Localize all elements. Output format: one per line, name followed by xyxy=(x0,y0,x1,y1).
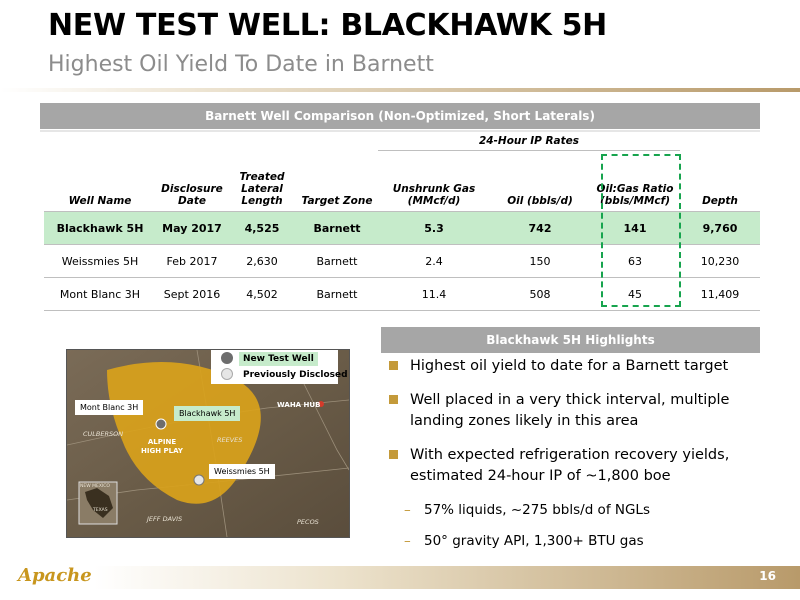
play-label: ALPINE HIGH PLAY xyxy=(141,438,183,455)
legend-previously-disclosed: Previously Disclosed xyxy=(243,370,348,380)
ip-rates-group-header: 24-Hour IP Rates xyxy=(378,132,680,151)
table-cell: Barnett xyxy=(296,278,378,311)
previous-well-legend-dot xyxy=(221,368,233,380)
bullet-square-icon xyxy=(389,361,398,370)
col-header-depth: Depth xyxy=(680,151,760,212)
new-well-legend-dot xyxy=(221,352,233,364)
weissmies-label: Weissmies 5H xyxy=(209,464,275,479)
table-cell: 4,502 xyxy=(228,278,296,311)
table-cell: 4,525 xyxy=(228,212,296,245)
footer-bar xyxy=(94,566,800,589)
bullet-square-icon xyxy=(389,395,398,404)
waha-hub-label: WAHA HUB xyxy=(277,401,321,409)
table-cell: 742 xyxy=(490,212,590,245)
table-cell: Barnett xyxy=(296,212,378,245)
table-header: Barnett Well Comparison (Non-Optimized, Short Laterals) xyxy=(40,103,760,129)
new-well-marker xyxy=(156,419,166,429)
county-label-reeves: REEVES xyxy=(217,436,243,444)
table-cell: Mont Blanc 3H xyxy=(44,278,156,311)
table-cell: Weissmies 5H xyxy=(44,245,156,278)
mont-blanc-label: Mont Blanc 3H xyxy=(75,400,143,415)
table-cell: 2.4 xyxy=(378,245,490,278)
table-cell: 63 xyxy=(590,245,680,278)
apache-logo: Apache xyxy=(18,565,92,586)
weissmies-marker xyxy=(194,475,204,485)
table-cell: 10,230 xyxy=(680,245,760,278)
table-cell: 45 xyxy=(590,278,680,311)
col-header-unshrunk-gas: Unshrunk Gas (MMcf/d) xyxy=(378,151,490,212)
col-header-disclosure-date: Disclosure Date xyxy=(156,151,228,212)
inset-label-new-mexico: NEW MEXICO xyxy=(80,484,110,489)
dash-icon: – xyxy=(404,502,411,518)
table-cell: 11,409 xyxy=(680,278,760,311)
table-cell: Sept 2016 xyxy=(156,278,228,311)
table-cell: 11.4 xyxy=(378,278,490,311)
table-cell: Blackhawk 5H xyxy=(44,212,156,245)
sub-list-item: – 57% liquids, ~275 bbls/d of NGLs xyxy=(404,502,650,518)
county-label-jeff-davis: JEFF DAVIS xyxy=(147,515,183,523)
map-legend xyxy=(211,350,348,384)
slide-title: NEW TEST WELL: BLACKHAWK 5H xyxy=(48,8,607,43)
list-item: Highest oil yield to date for a Barnett target xyxy=(386,356,766,377)
table-cell: May 2017 xyxy=(156,212,228,245)
table-cell: 141 xyxy=(590,212,680,245)
county-label-culberson: CULBERSON xyxy=(83,430,124,438)
table-cell: Barnett xyxy=(296,245,378,278)
dash-icon: – xyxy=(404,533,411,549)
col-header-lateral-length: Treated Lateral Length xyxy=(228,151,296,212)
title-divider xyxy=(0,88,800,92)
col-header-well-name: Well Name xyxy=(44,151,156,212)
table-cell: 5.3 xyxy=(378,212,490,245)
highlights-header: Blackhawk 5H Highlights xyxy=(381,327,760,353)
sub-list-item: – 50° gravity API, 1,300+ BTU gas xyxy=(404,533,644,549)
slide-subtitle: Highest Oil Yield To Date in Barnett xyxy=(48,52,434,77)
blackhawk-label: Blackhawk 5H xyxy=(174,406,240,421)
table-cell: Feb 2017 xyxy=(156,245,228,278)
county-label-pecos: PECOS xyxy=(297,518,319,526)
table-cell: 508 xyxy=(490,278,590,311)
table-cell: 2,630 xyxy=(228,245,296,278)
highlights-list xyxy=(386,356,766,562)
col-header-oil: Oil (bbls/d) xyxy=(490,151,590,212)
table-cell: 9,760 xyxy=(680,212,760,245)
inset-label-texas: TEXAS xyxy=(93,508,108,513)
legend-new-test-well: New Test Well xyxy=(239,352,318,366)
list-item: Well placed in a very thick interval, multiple landing zones likely in this area xyxy=(386,390,766,432)
list-item: With expected refrigeration recovery yields, estimated 24-hour IP of ~1,800 boe xyxy=(386,445,766,487)
col-header-oil-gas-ratio: Oil:Gas Ratio (bbls/MMcf) xyxy=(590,151,680,212)
oil-gas-ratio-highlight-box xyxy=(601,154,681,307)
bullet-square-icon xyxy=(389,450,398,459)
col-header-target-zone: Target Zone xyxy=(296,151,378,212)
table-cell: 150 xyxy=(490,245,590,278)
page-number: 16 xyxy=(759,569,776,583)
